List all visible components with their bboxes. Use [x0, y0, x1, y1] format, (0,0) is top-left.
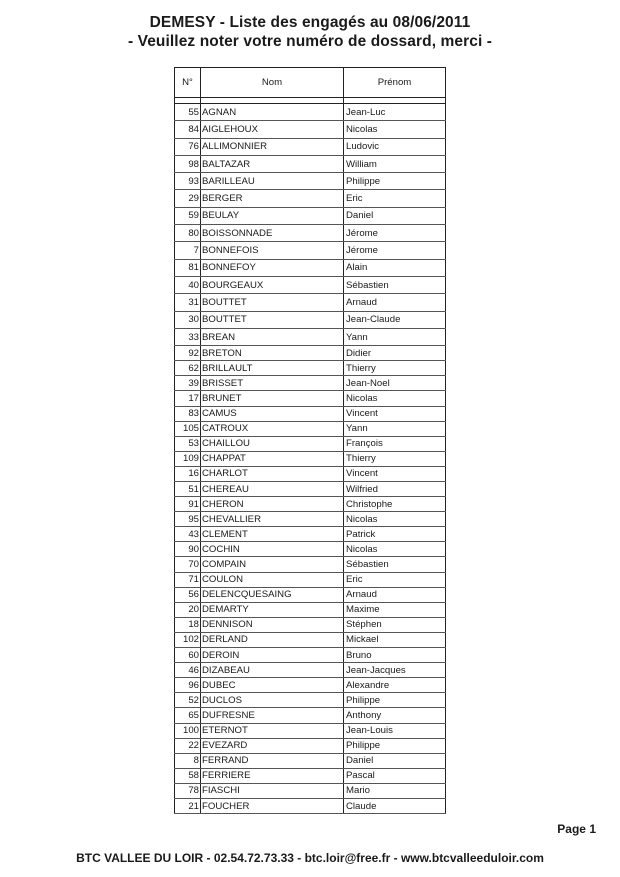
row-number: 39 [175, 376, 201, 391]
row-nom: BEULAY [201, 207, 344, 224]
column-header-prenom: Prénom [344, 68, 446, 98]
row-number: 98 [175, 155, 201, 172]
row-number: 58 [175, 768, 201, 783]
row-prenom: Jean-Claude [344, 311, 446, 328]
table-row [175, 617, 446, 632]
row-prenom: Alexandre [344, 678, 446, 693]
table-row [175, 527, 446, 542]
row-nom: EVEZARD [201, 738, 344, 753]
row-nom: CATROUX [201, 421, 344, 436]
row-prenom: Jérome [344, 242, 446, 259]
row-number: 21 [175, 798, 201, 813]
table-row [175, 190, 446, 207]
row-prenom: Stéphen [344, 617, 446, 632]
row-nom: DUBEC [201, 678, 344, 693]
row-number: 65 [175, 708, 201, 723]
row-prenom: Maxime [344, 602, 446, 617]
row-number: 7 [175, 242, 201, 259]
row-number: 17 [175, 391, 201, 406]
row-number: 62 [175, 361, 201, 376]
row-number: 83 [175, 406, 201, 421]
row-number: 105 [175, 421, 201, 436]
row-nom: DUFRESNE [201, 708, 344, 723]
row-prenom: Nicolas [344, 512, 446, 527]
row-number: 95 [175, 512, 201, 527]
table-row [175, 572, 446, 587]
row-number: 60 [175, 648, 201, 663]
row-number: 76 [175, 138, 201, 155]
table-row [175, 207, 446, 224]
row-number: 46 [175, 663, 201, 678]
table-row [175, 708, 446, 723]
row-prenom: Wilfried [344, 482, 446, 497]
table-row [175, 328, 446, 345]
row-prenom: Philippe [344, 693, 446, 708]
table-row [175, 557, 446, 572]
row-number: 52 [175, 693, 201, 708]
row-prenom: Mickael [344, 632, 446, 647]
row-nom: CHAILLOU [201, 436, 344, 451]
table-row [175, 693, 446, 708]
table-row [175, 138, 446, 155]
table-row [175, 436, 446, 451]
row-prenom: Pascal [344, 768, 446, 783]
table-row [175, 276, 446, 293]
row-nom: BARILLEAU [201, 173, 344, 190]
document-title: DEMESY - Liste des engagés au 08/06/2011 [149, 14, 471, 31]
row-number: 51 [175, 482, 201, 497]
row-nom: CHERON [201, 497, 344, 512]
row-nom: BERGER [201, 190, 344, 207]
table-row [175, 542, 446, 557]
row-nom: DERLAND [201, 632, 344, 647]
column-header-number: N° [175, 68, 201, 98]
row-number: 59 [175, 207, 201, 224]
table-row [175, 648, 446, 663]
row-prenom: Nicolas [344, 121, 446, 138]
row-number: 93 [175, 173, 201, 190]
row-number: 31 [175, 294, 201, 311]
table-row [175, 482, 446, 497]
row-nom: ETERNOT [201, 723, 344, 738]
table-row [175, 259, 446, 276]
row-prenom: Bruno [344, 648, 446, 663]
row-prenom: Christophe [344, 497, 446, 512]
table-row [175, 173, 446, 190]
row-number: 55 [175, 104, 201, 121]
row-number: 18 [175, 617, 201, 632]
row-nom: CHEREAU [201, 482, 344, 497]
row-nom: BONNEFOIS [201, 242, 344, 259]
row-nom: FERRAND [201, 753, 344, 768]
table-row [175, 798, 446, 813]
row-number: 102 [175, 632, 201, 647]
row-prenom: Arnaud [344, 294, 446, 311]
row-prenom: Alain [344, 259, 446, 276]
row-number: 53 [175, 436, 201, 451]
row-number: 78 [175, 783, 201, 798]
row-prenom: Eric [344, 190, 446, 207]
row-prenom: Anthony [344, 708, 446, 723]
row-nom: CHARLOT [201, 466, 344, 481]
row-prenom: Claude [344, 798, 446, 813]
entrants-table [174, 67, 446, 814]
table-row [175, 587, 446, 602]
row-prenom: Didier [344, 346, 446, 361]
row-nom: COCHIN [201, 542, 344, 557]
row-prenom: Sébastien [344, 276, 446, 293]
table-row [175, 768, 446, 783]
row-nom: FIASCHI [201, 783, 344, 798]
row-prenom: Jean-Noel [344, 376, 446, 391]
row-prenom: Patrick [344, 527, 446, 542]
row-number: 92 [175, 346, 201, 361]
row-prenom: Daniel [344, 207, 446, 224]
row-number: 43 [175, 527, 201, 542]
row-nom: CLEMENT [201, 527, 344, 542]
row-prenom: Yann [344, 328, 446, 345]
row-number: 20 [175, 602, 201, 617]
row-nom: BOURGEAUX [201, 276, 344, 293]
row-prenom: Arnaud [344, 587, 446, 602]
row-number: 8 [175, 753, 201, 768]
table-row [175, 376, 446, 391]
table-row [175, 663, 446, 678]
row-nom: CHEVALLIER [201, 512, 344, 527]
row-nom: ALLIMONNIER [201, 138, 344, 155]
table-row [175, 602, 446, 617]
table-row [175, 225, 446, 242]
row-number: 56 [175, 587, 201, 602]
row-prenom: Jean-Luc [344, 104, 446, 121]
footer-contact: BTC VALLEE DU LOIR - 02.54.72.73.33 - btc.loir@free.fr - www.btcvalleeduloir.com [76, 851, 544, 865]
row-nom: BOISSONNADE [201, 225, 344, 242]
row-prenom: Sébastien [344, 557, 446, 572]
row-prenom: Philippe [344, 738, 446, 753]
table-row [175, 121, 446, 138]
row-nom: CAMUS [201, 406, 344, 421]
row-number: 81 [175, 259, 201, 276]
row-prenom: Mario [344, 783, 446, 798]
page-number: Page 1 [557, 822, 596, 836]
row-nom: BOUTTET [201, 294, 344, 311]
table-row [175, 738, 446, 753]
table-row [175, 451, 446, 466]
table-row [175, 723, 446, 738]
row-nom: DIZABEAU [201, 663, 344, 678]
table-row [175, 497, 446, 512]
row-nom: CHAPPAT [201, 451, 344, 466]
row-prenom: Jérome [344, 225, 446, 242]
column-header-nom: Nom [201, 68, 344, 98]
row-prenom: Eric [344, 572, 446, 587]
row-prenom: Ludovic [344, 138, 446, 155]
row-number: 71 [175, 572, 201, 587]
row-prenom: Thierry [344, 451, 446, 466]
row-number: 90 [175, 542, 201, 557]
table-row [175, 783, 446, 798]
row-number: 70 [175, 557, 201, 572]
table-header-row [175, 68, 446, 98]
row-nom: COMPAIN [201, 557, 344, 572]
table-row [175, 753, 446, 768]
row-nom: DENNISON [201, 617, 344, 632]
row-number: 22 [175, 738, 201, 753]
row-number: 109 [175, 451, 201, 466]
table-row [175, 242, 446, 259]
row-nom: DEMARTY [201, 602, 344, 617]
table-row [175, 104, 446, 121]
row-prenom: Vincent [344, 466, 446, 481]
table-row [175, 632, 446, 647]
table-row [175, 406, 446, 421]
row-prenom: Jean-Louis [344, 723, 446, 738]
row-nom: BRUNET [201, 391, 344, 406]
row-prenom: Thierry [344, 361, 446, 376]
row-number: 84 [175, 121, 201, 138]
row-prenom: Vincent [344, 406, 446, 421]
table-row [175, 311, 446, 328]
row-number: 100 [175, 723, 201, 738]
row-nom: DEROIN [201, 648, 344, 663]
row-nom: AIGLEHOUX [201, 121, 344, 138]
table-row [175, 512, 446, 527]
row-nom: BRETON [201, 346, 344, 361]
row-number: 30 [175, 311, 201, 328]
row-prenom: Philippe [344, 173, 446, 190]
row-nom: BRISSET [201, 376, 344, 391]
row-number: 96 [175, 678, 201, 693]
document-subtitle: - Veuillez noter votre numéro de dossard, merci - [127, 33, 493, 50]
row-nom: FERRIERE [201, 768, 344, 783]
row-nom: BRILLAULT [201, 361, 344, 376]
row-number: 16 [175, 466, 201, 481]
row-number: 40 [175, 276, 201, 293]
row-prenom: Nicolas [344, 391, 446, 406]
row-nom: BONNEFOY [201, 259, 344, 276]
table-row [175, 294, 446, 311]
row-number: 33 [175, 328, 201, 345]
row-nom: FOUCHER [201, 798, 344, 813]
row-nom: DELENCQUESAING [201, 587, 344, 602]
table-row [175, 678, 446, 693]
table-row [175, 346, 446, 361]
row-prenom: William [344, 155, 446, 172]
row-nom: AGNAN [201, 104, 344, 121]
row-nom: DUCLOS [201, 693, 344, 708]
table-row [175, 155, 446, 172]
row-number: 91 [175, 497, 201, 512]
table-row [175, 361, 446, 376]
row-prenom: Nicolas [344, 542, 446, 557]
row-prenom: Daniel [344, 753, 446, 768]
row-number: 29 [175, 190, 201, 207]
table-row [175, 466, 446, 481]
row-nom: BOUTTET [201, 311, 344, 328]
row-nom: COULON [201, 572, 344, 587]
row-nom: BALTAZAR [201, 155, 344, 172]
row-nom: BREAN [201, 328, 344, 345]
row-prenom: François [344, 436, 446, 451]
table-row [175, 391, 446, 406]
row-prenom: Yann [344, 421, 446, 436]
row-prenom: Jean-Jacques [344, 663, 446, 678]
row-number: 80 [175, 225, 201, 242]
table-row [175, 421, 446, 436]
